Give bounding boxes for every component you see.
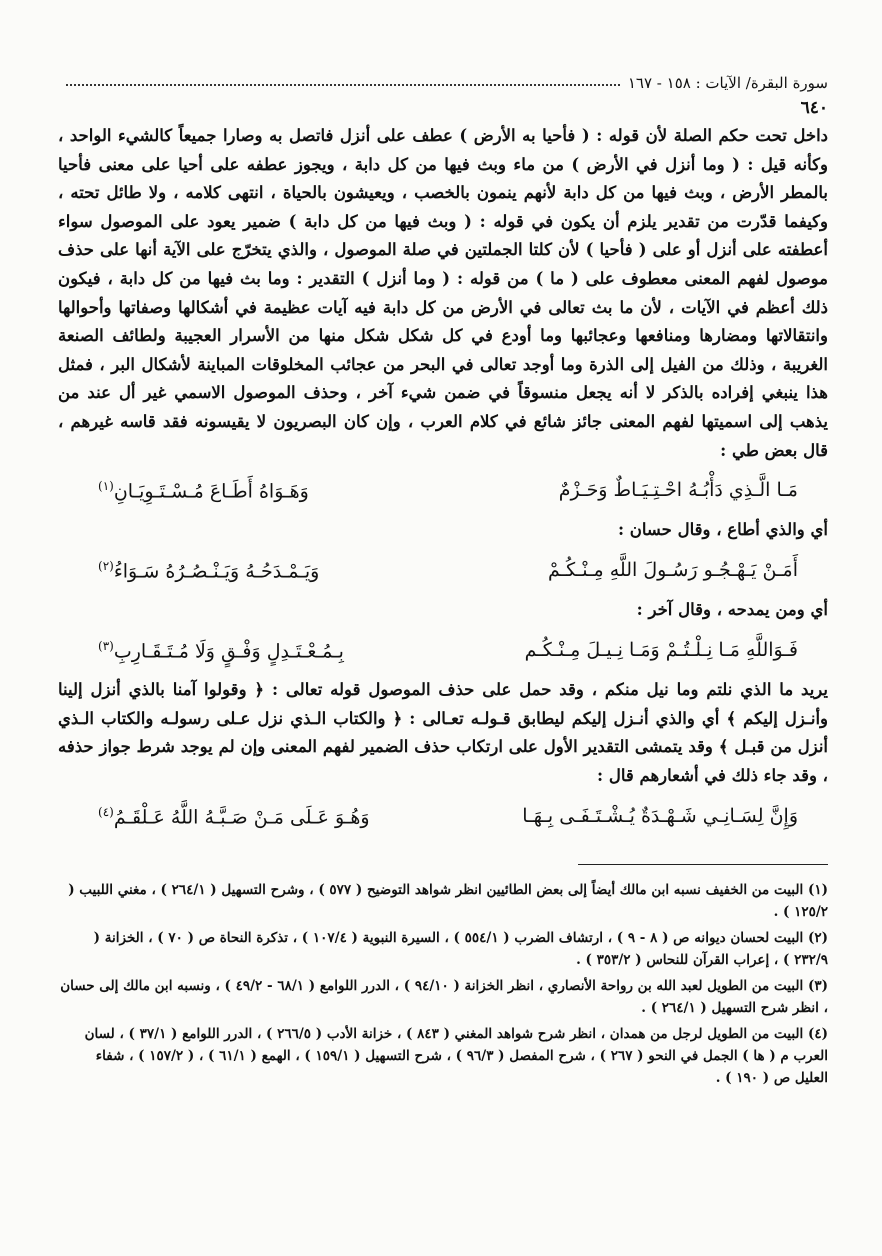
footnote-ref-1: (١) <box>98 479 114 494</box>
footnote-divider <box>578 864 828 865</box>
footnote-2: (٢) البيت لحسان ديوانه ص ( ٨ - ٩ ) ، ارتشاف الضرب ( ٥٥٤/١ ) ، السيرة النبوية ( ١٠٧/٤ ) ، تذكرة النحاة ص ( ٧٠ ) ، الخزانة ( ٢٣٢/٩ ) ، إعراب القرآن للنحاس ( ٣٥٣/٢ ) . <box>93 930 828 968</box>
intro-3: أي ومن يمدحه ، وقال آخر : <box>636 600 828 620</box>
main-text <box>58 122 828 828</box>
paragraph-1: داخل تحت حكم الصلة لأن قوله : ( فأحيا به الأرض ) عطف على أنزل فاتصل به وصارا جميعاً كالشيء الواحد ، وكأنه قيل : ( وما أنزل في الأرض ) من ماء وبث فيها من كل دابة ، ويجوز عطفه على أحيا على معنى فأحيا بالمطر الأرض ، وبث فيها من كل دابة لأنهم ينمون بالخصب ، ويعيشون بالحياة ، انتهى كلامه ، ولا طائل تحته ، وكيفما قدّرت من تقدير يلزم أن يكون في قوله : ( وبث فيها من كل دابة ) ضمير يعود على الموصول سواء أعطفته على أنزل أو على ( فأحيا ) لأن كلتا الجملتين في صلة الموصول ، والذي يتخرّج على الآية أنها على حذف موصول لفهم المعنى معطوف على ( ما ) من قوله : ( وما أنزل ) التقدير : وما بث فيها من كل دابة ، فيكون ذلك أعظم في الآيات ، لأن ما بث تعالى في الأرض من كل دابة فيه آيات عظيمة في أشكالها وصفاتها وأحوالها وانتقالاتها ومضارها ومنافعها وعجائبها وما أودع في كل شكل شكل منها من الأسرار العجيبة ولطائف الصنعة الغريبة ، وذلك من الفيل إلى الذرة وما أوجد تعالى في البحر من عجائب المخلوقات المباينة لأشكال البر ، فمثل هذا ينبغي إفراده بالذكر لا أنه يجعل منسوقاً في ضمن شيء آخر ، وحذف الموصول الاسمي غير أل عند من يذهب إلى اسميتها لفهم المعنى جائز شائع في كلام العرب ، وإن كان البصريون لا يقيسونه فقد قاسه غيرهم ، قال بعض طي : <box>58 126 828 460</box>
verse-4-hemistich-right: وَإِنَّ لِسَـانِـي شَـهْـدَةٌ يُـشْـتَـفَـى بِـهَـا <box>522 804 798 827</box>
running-header <box>58 70 828 92</box>
footnote-4: (٤) البيت من الطويل لرجل من همدان ، انظر شرح شواهد المغني ( ٨٤٣ ) ، خزانة الأدب ( ٢٦٦/٥ ) ، الدرر اللوامع ( ٣٧/١ ) ، لسان العرب م ( ها ) الجمل في النحو ( ٢٦٧ ) ، شرح المفصل ( ٩٦/٣ ) ، شرح التسهيل ( ١٥٩/١ ) ، الهمع ( ٦١/١ ) ، ( ١٥٧/٢ ) ، شفاء العليل ص ( ١٩٠ ) . <box>84 1026 828 1086</box>
page <box>58 70 828 1093</box>
verse-3 <box>98 639 798 662</box>
footnote-1: (١) البيت من الخفيف نسبه ابن مالك أيضاً إلى بعض الطائيين انظر شواهد التوضيح ( ٥٧٧ ) ، وشرح التسهيل ( ٢٦٤/١ ) ، مغني اللبيب ( ١٢٥/٢ ) . <box>68 882 828 920</box>
footnote-ref-2: (٢) <box>98 559 114 574</box>
page-number: ٦٤٠ <box>800 98 828 118</box>
verse-1-hemistich-right: مَـا الَّـذِي دَأْبُـهُ احْـتِـيَـاطٌ وَحَـزْمٌ <box>558 479 798 502</box>
verse-3-hemistich-right: فَـوَاللَّهِ مَـا نِـلْـتُـمْ وَمَـا نِـيـلَ مِـنْـكُـم <box>524 638 798 661</box>
verse-1 <box>98 479 798 502</box>
footnotes <box>58 879 828 1089</box>
verse-2-hemistich-right: أَمَـنْ يَـهْـجُـو رَسُـولَ اللَّهِ مِـنْـكُـمْ <box>547 559 798 582</box>
verse-4-hemistich-left: وَهُـوَ عَـلَى مَـنْ صَـبَّـهُ اللَّهُ عَـلْقَـمُ$^{(٤)}$ <box>98 804 370 828</box>
header-dots <box>66 84 620 86</box>
verse-2-hemistich-left: وَيَـمْـدَحُـهُ وَيَـنْـصُـرُهُ سَـوَاءُ$^{(٢)}$ <box>98 559 320 583</box>
verse-2 <box>98 559 798 582</box>
footnote-ref-3: (٣) <box>98 638 114 653</box>
intro-2: أي والذي أطاع ، وقال حسان : <box>617 520 828 540</box>
paragraph-2: يريد ما الذي نلتم وما نيل منكم ، وقد حمل على حذف الموصول قوله تعالى : ﴿ وقولوا آمنا بالذي أنزل إلينا وأنـزل إليكم ﴾ أي والذي أنـزل إليكم ليطابق قـولـه تعـالى : ﴿ والكتاب الـذي نزل عـلى رسولـه والكتاب الـذي أنزل من قبـل ﴾ وقد يتمشى التقدير الأول على ارتكاب حذف الضمير لفهم المعنى وإن لم يوجد شرط جواز حذفه ، وقد جاء ذلك في أشعارهم قال : <box>58 680 828 786</box>
header-title: سورة البقرة/ الآيات : ١٥٨ - ١٦٧ <box>627 74 828 92</box>
verse-3-hemistich-left: بِـمُـعْـتَـدِلٍ وَفْـقٍ وَلَا مُـتَـقَـارِبِ$^{(٣)}$ <box>98 638 344 663</box>
footnote-3: (٣) البيت من الطويل لعبد الله بن رواحة الأنصاري ، انظر الخزانة ( ٩٤/١٠ ) ، الدرر اللوامع ( ٦٨/١ - ٤٩/٢ ) ، ونسبه ابن مالك إلى حسان ، انظر شرح التسهيل ( ٢٦٤/١ ) . <box>60 978 828 1016</box>
verse-4 <box>98 805 798 828</box>
verse-1-hemistich-left: وَهَـوَاهُ أَطَـاعَ مُـسْـتَـوِيَـانِ$^{(١)}$ <box>98 479 309 503</box>
footnote-ref-4: (٤) <box>98 804 114 819</box>
